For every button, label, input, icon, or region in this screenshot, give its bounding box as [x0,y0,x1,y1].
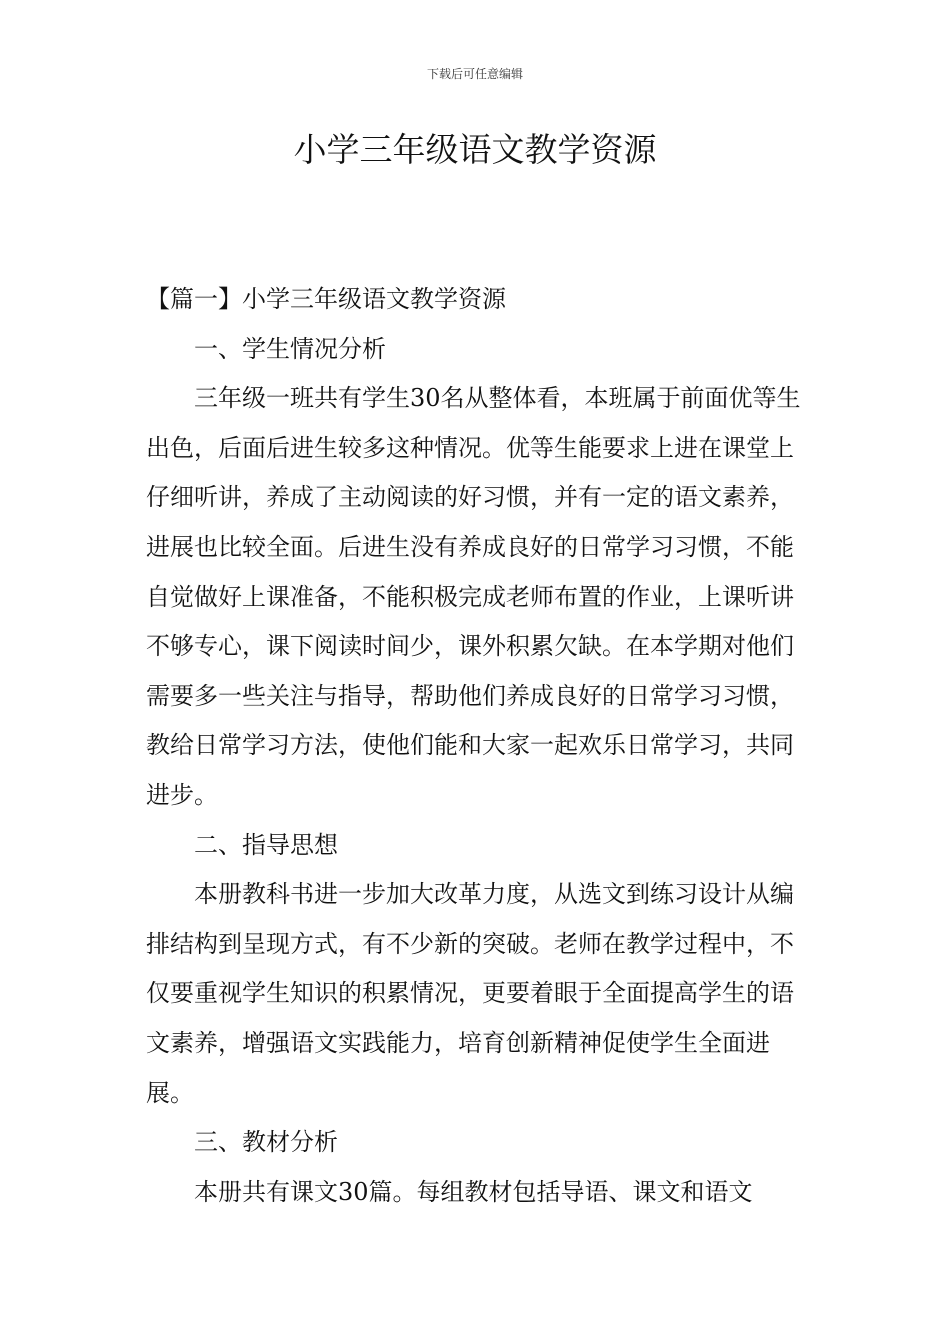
section-heading-student-analysis: 一、学生情况分析 [194,334,386,363]
section-heading-textbook-analysis: 三、教材分析 [194,1128,338,1157]
section-heading-guiding-thought: 二、指导思想 [194,830,338,859]
paragraph-textbook-analysis: 本册共有课文30篇。每组教材包括导语、课文和语文 [194,1177,753,1206]
document-body [146,275,808,1217]
part-heading: 【篇一】小学三年级语文教学资源 [146,285,506,313]
paragraph-guiding-thought: 本册教科书进一步加大改革力度，从选文到练习设计从编排结构到呈现方式，有不少新的突破。老师在教学过程中，不仅要重视学生知识的积累情况，更要着眼于全面提高学生的语文素养，增强语文实践能力，培育创新精神促使学生全面进展。 [146,880,794,1107]
document-title: 小学三年级语文教学资源 [293,130,657,169]
header-note: 下载后可任意编辑 [426,67,523,81]
paragraph-student-analysis: 三年级一班共有学生30名从整体看，本班属于前面优等生出色，后面后进生较多这种情况。优等生能要求上进在课堂上仔细听讲，养成了主动阅读的好习惯，并有一定的语文素养，进展也比较全面。后进生没有养成良好的日常学习习惯，不能自觉做好上课准备，不能积极完成老师布置的作业，上课听讲不够专心，课下阅读时间少，课外积累欠缺。在本学期对他们需要多一些关注与指导，帮助他们养成良好的日常学习习惯，教给日常学习方法，使他们能和大家一起欢乐日常学习，共同进步。 [146,384,801,809]
